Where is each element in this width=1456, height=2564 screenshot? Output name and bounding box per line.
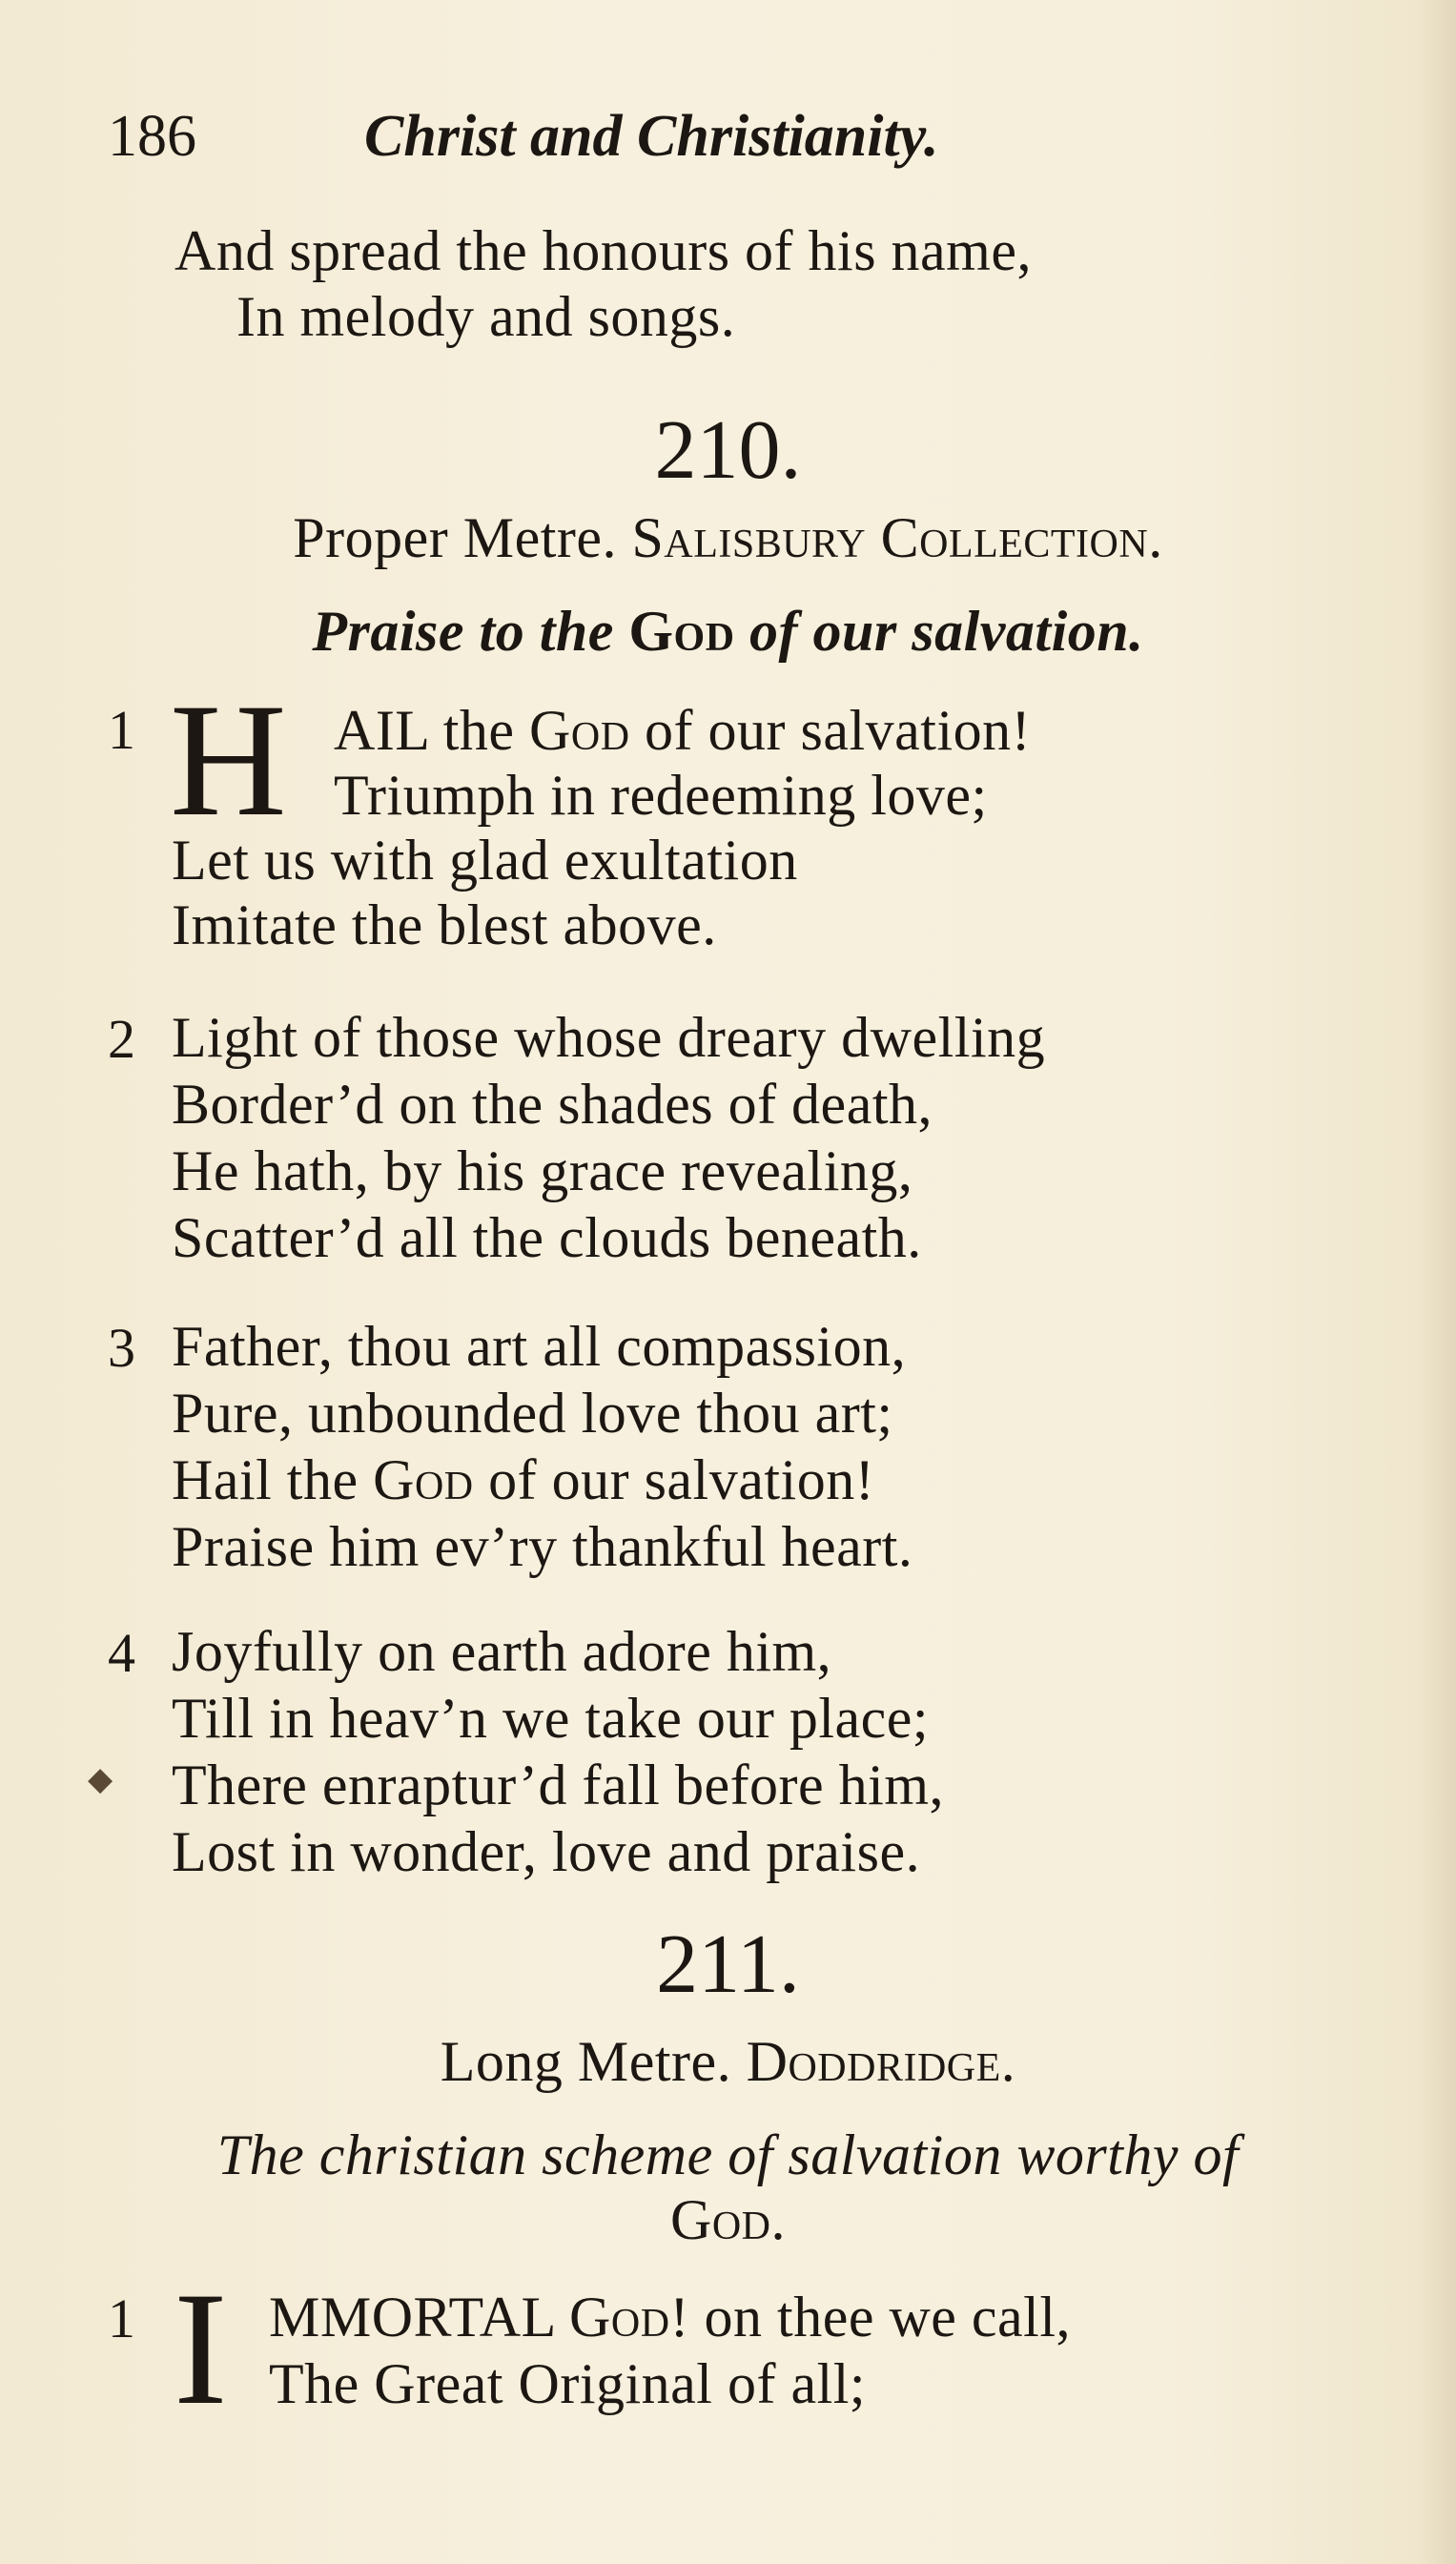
hymn-210-title-god: God [628, 600, 735, 663]
verse-3-text-a: Hail the [172, 1448, 359, 1511]
verse-number: 2 [108, 1008, 135, 1070]
hymn-210-source: Salisbury Collection. [631, 506, 1163, 569]
verse-4-line-2: Till in heav’n we take our place; [172, 1687, 930, 1750]
verse-2-line-2: Border’d on the shades of death, [172, 1073, 933, 1136]
verse-2-line-4: Scatter’d all the clouds beneath. [172, 1206, 922, 1269]
hymn-211-title-line-1: The christian scheme of salvation worthy of [216, 2123, 1240, 2186]
hymn-211-god: God! [569, 2286, 690, 2349]
hymn-210-metre-source [0, 505, 1456, 571]
verse-1-line-2: Triumph in redeeming love; [334, 764, 988, 827]
verse-number: 1 [108, 2287, 135, 2349]
verse-2-line-1: Light of those whose dreary dwelling [172, 1006, 1046, 1069]
verse-3-line-3 [172, 1447, 874, 1513]
hymn-211-verse-1-line-2: The Great Original of all; [269, 2352, 867, 2415]
verse-4-line-4: Lost in wonder, love and praise. [172, 1820, 921, 1883]
hymn-211-metre-source [0, 2029, 1456, 2095]
verse-1-text-b: of our salvation! [645, 699, 1032, 762]
hymn-210-title-b: of our salvation. [749, 600, 1144, 663]
verse-3-line-1: Father, thou art all compassion, [172, 1315, 907, 1378]
prev-hymn-line-1: And spread the honours of his name, [174, 219, 1032, 282]
verse-number: 4 [108, 1622, 135, 1684]
verse-1-line-1 [334, 698, 1031, 764]
verse-4-line-3: There enraptur’d fall before him, [172, 1754, 945, 1816]
verse-1-text-a: the [442, 699, 515, 762]
hymn-211-caps: MMORTAL [269, 2286, 555, 2349]
hymn-211-text: on thee we call, [704, 2286, 1072, 2349]
hymn-211-title-line-2: God. [670, 2188, 786, 2251]
drop-cap: H [170, 670, 287, 850]
verse-1-line-4: Imitate the blest above. [172, 893, 717, 956]
hymn-211-verse-1-line-1 [269, 2285, 1071, 2350]
verse-1-god: God [529, 699, 630, 762]
hymn-211-source: Doddridge. [746, 2030, 1016, 2093]
hymn-number-210: 210. [654, 404, 802, 497]
running-title: Christ and Christianity. [364, 104, 939, 169]
verse-3-god: God [373, 1448, 474, 1511]
hymn-number-211: 211. [656, 1918, 800, 2011]
verse-number: 3 [108, 1317, 135, 1379]
verse-4-line-1: Joyfully on earth adore him, [172, 1620, 832, 1683]
verse-3-line-2: Pure, unbounded love thou art; [172, 1382, 893, 1445]
drop-cap: I [174, 2259, 228, 2438]
verse-3-text-b: of our salvation! [488, 1448, 875, 1511]
hymn-211-metre: Long Metre. [440, 2030, 732, 2093]
verse-number: 1 [108, 699, 135, 761]
verse-2-line-3: He hath, by his grace revealing, [172, 1139, 913, 1202]
ink-mark-icon: ◆ [88, 1762, 113, 1797]
verse-1-caps: AIL [334, 699, 429, 762]
hymn-210-metre: Proper Metre. [293, 506, 617, 569]
hymn-210-title [0, 599, 1456, 665]
prev-hymn-line-2: In melody and songs. [236, 285, 736, 348]
verse-3-line-4: Praise him ev’ry thankful heart. [172, 1515, 913, 1578]
hymn-210-title-a: Praise to the [312, 600, 614, 663]
page-number: 186 [108, 104, 196, 169]
verse-1-line-3: Let us with glad exultation [172, 829, 798, 892]
